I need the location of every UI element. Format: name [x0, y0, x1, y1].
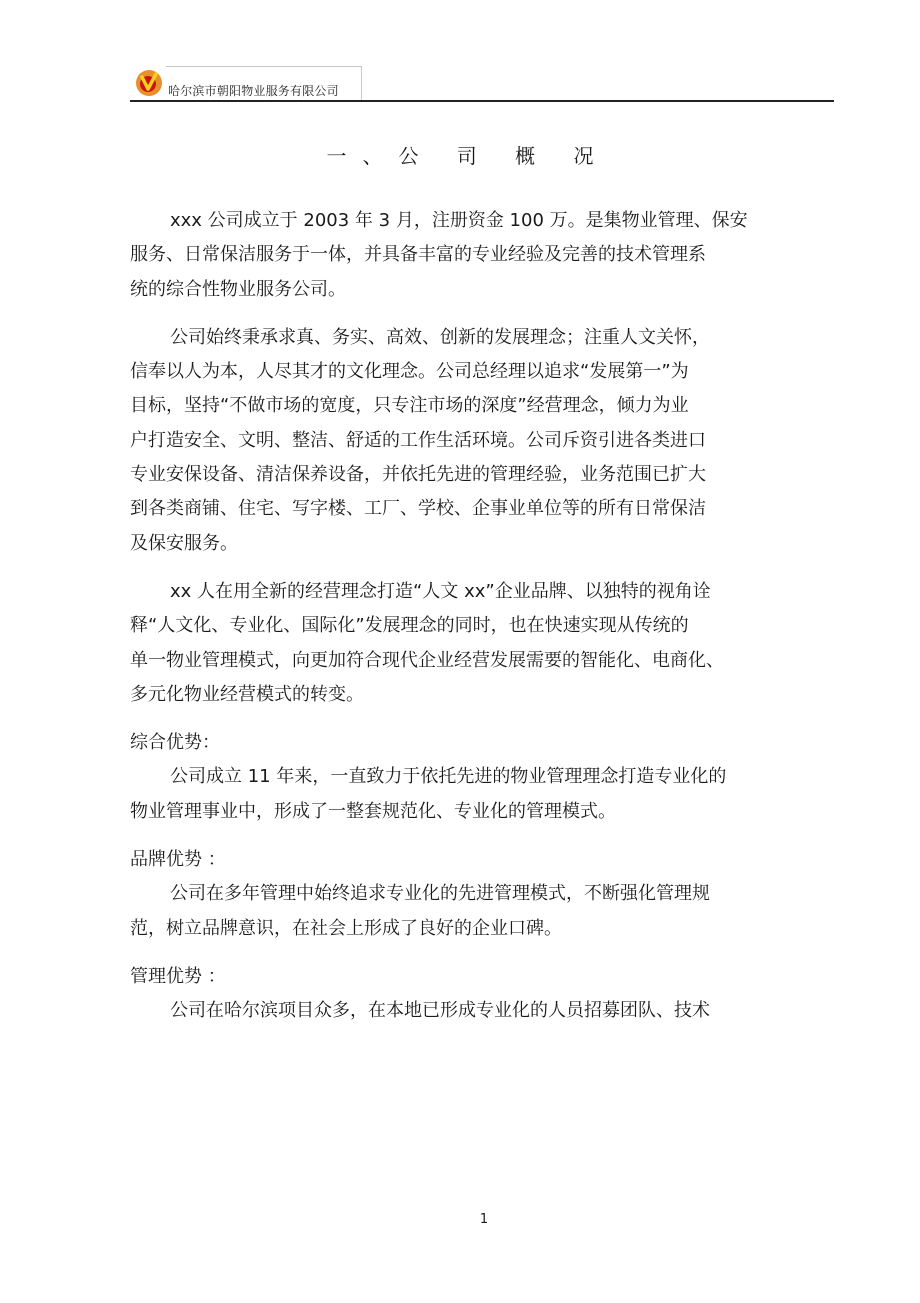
paragraph-line: 信奉以人为本，人尽其才的文化理念。公司总经理以追求“发展第一”为 [130, 361, 689, 383]
header-rule [130, 100, 834, 102]
section-line: 公司在多年管理中始终追求专业化的先进管理模式，不断强化管理规 [170, 883, 710, 905]
paragraph-line: 户打造安全、文明、整洁、舒适的工作生活环境。公司斥资引进各类进口 [130, 429, 706, 451]
paragraph-line: 统的综合性物业服务公司。 [130, 278, 346, 300]
section-heading: 品牌优势 ： [130, 849, 226, 871]
section-line: 物业管理事业中，形成了一整套规范化、专业化的管理模式。 [130, 800, 616, 822]
paragraph-line: 服务、日常保洁服务于一体，并具备丰富的专业经验及完善的技术管理系 [130, 244, 706, 266]
section-line: 范，树立品牌意识，在社会上形成了良好的企业口碑。 [130, 917, 562, 939]
paragraph-line: 公司始终秉承求真、务实、高效、创新的发展理念；注重人文关怀， [170, 326, 710, 348]
company-logo-icon [134, 68, 164, 98]
paragraph-line: 目标，坚持“不做市场的宽度，只专注市场的深度”经营理念，倾力为业 [130, 395, 689, 417]
paragraph-line: 单一物业管理模式，向更加符合现代企业经营发展需要的智能化、电商化、 [130, 649, 724, 671]
section-heading: 综合优势： [130, 732, 220, 754]
paragraph-gap [130, 829, 790, 843]
section-line: 公司成立 11 年来，一直致力于依托先进的物业管理理念打造专业化的 [170, 766, 727, 788]
paragraph-line: 到各类商铺、住宅、写字楼、工厂、学校、企事业单位等的所有日常保洁 [130, 498, 706, 520]
paragraph-gap [130, 946, 790, 960]
page-number: 1 [479, 1212, 489, 1227]
paragraph-line: 专业安保设备、清洁保养设备，并依托先进的管理经验，业务范围已扩大 [130, 464, 706, 486]
page-header [130, 66, 834, 104]
paragraph-line: xx 人在用全新的经营理念打造“人文 xx”企业品牌、以独特的视角诠 [170, 580, 711, 602]
paragraph-gap [130, 307, 790, 321]
paragraph-gap [130, 561, 790, 575]
document-body [130, 204, 790, 1029]
paragraph-gap [130, 712, 790, 726]
section-heading: 管理优势 ： [130, 965, 226, 987]
paragraph-line: xxx 公司成立于 2003 年 3 月，注册资金 100 万。是集物业管理、保安 [170, 210, 748, 231]
paragraph-line: 释“人文化、专业化、国际化”发展理念的同时，也在快速实现从传统的 [130, 615, 689, 637]
paragraph-line: 多元化物业经营模式的转变。 [130, 683, 364, 705]
section-line: 公司在哈尔滨项目众多，在本地已形成专业化的人员招募团队、技术 [170, 1000, 710, 1022]
company-name: 哈尔滨市朝阳物业服务有限公司 [168, 84, 339, 98]
page-title: 一、公 司 概 况 [326, 144, 610, 168]
paragraph-line: 及保安服务。 [130, 532, 238, 554]
